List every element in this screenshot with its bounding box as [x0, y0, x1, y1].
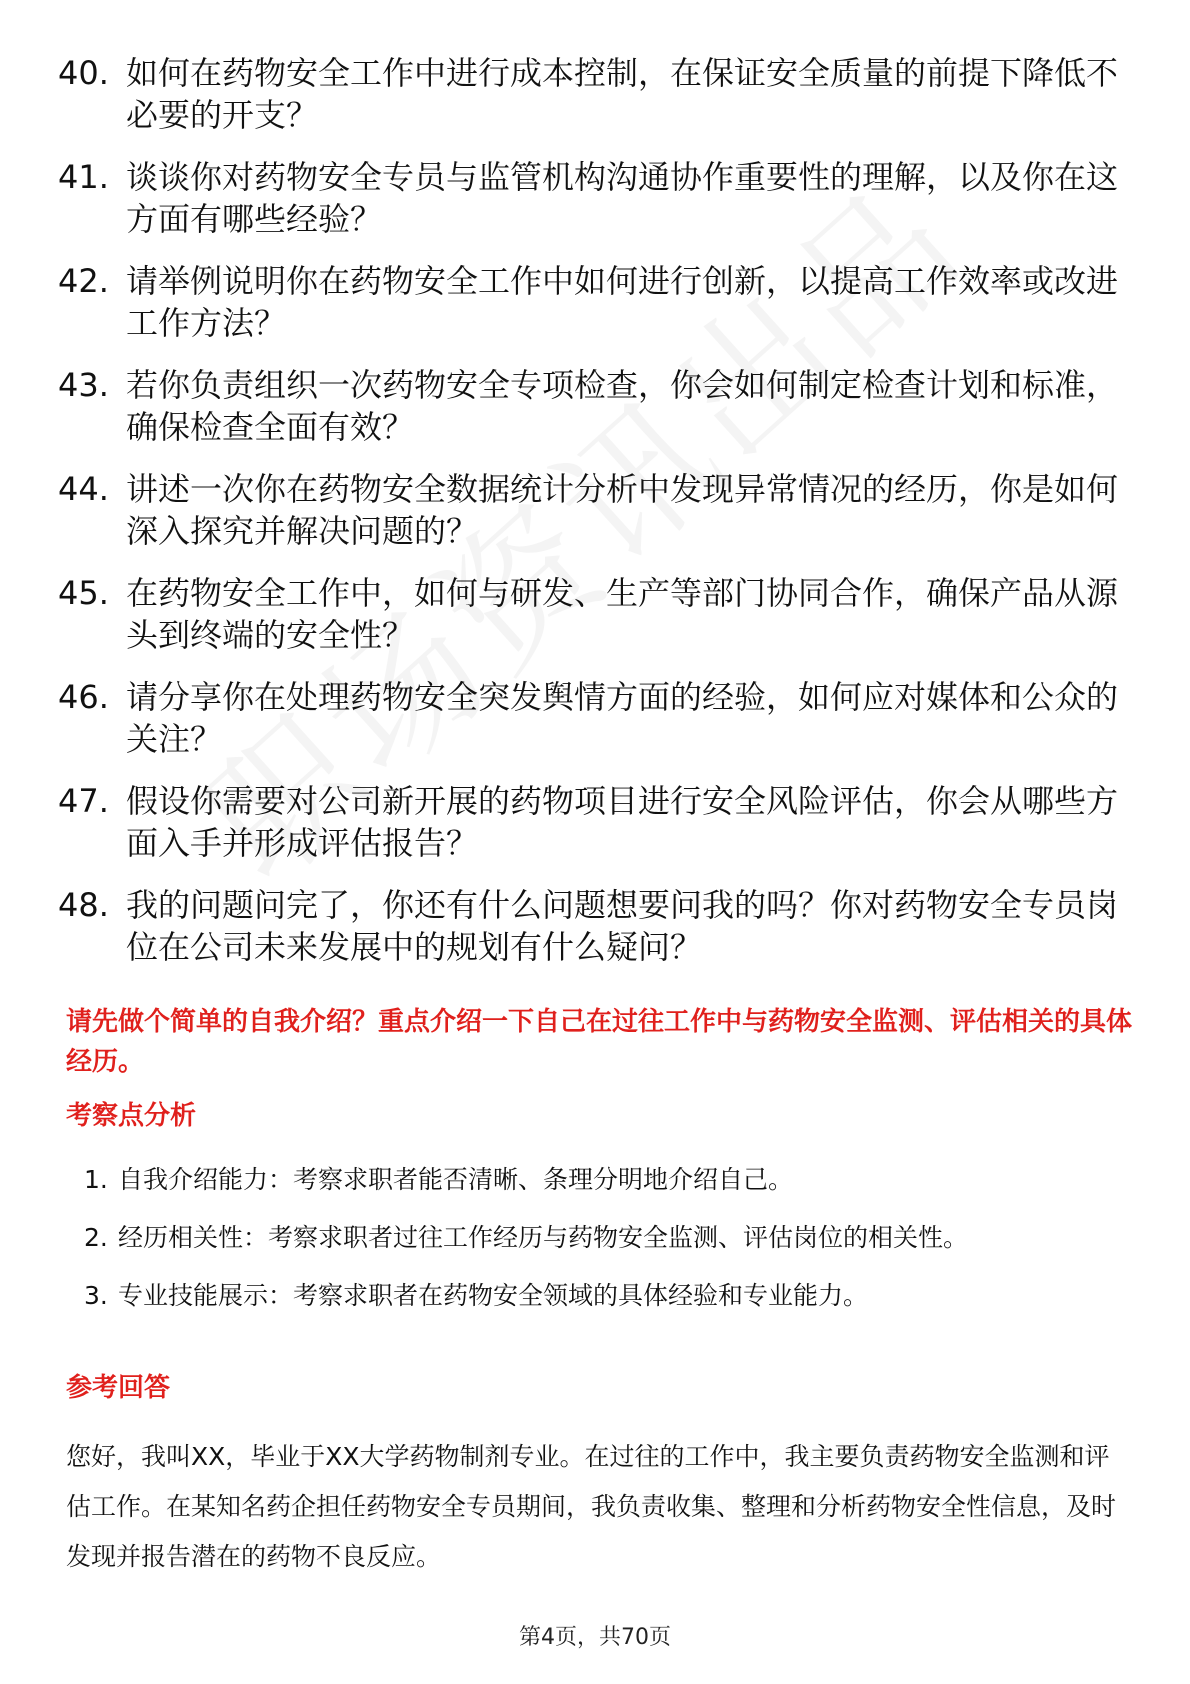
item-text: 假设你需要对公司新开展的药物项目进行安全风险评估，你会从哪些方面入手并形成评估报告？: [126, 782, 1119, 862]
item-number: 46.: [58, 678, 109, 716]
list-item: [58, 156, 1118, 240]
item-number: 48.: [58, 886, 109, 924]
item-text: 经历相关性：考察求职者过往工作经历与药物安全监测、评估岗位的相关性。: [118, 1223, 969, 1252]
question-list: [58, 52, 1118, 988]
answer-paragraph: 您好，我叫XX，毕业于XX大学药物制剂专业。在过往的工作中，我主要负责药物安全监测和评估工作。在某知名药企担任药物安全专员期间，我负责收集、整理和分析药物安全性信息，及时发现并报告潜在的药物不良反应。: [66, 1442, 1117, 1571]
item-text: 我的问题问完了，你还有什么问题想要问我的吗？你对药物安全专员岗位在公司未来发展中的规划有什么疑问？: [126, 886, 1119, 966]
item-number: 42.: [58, 262, 109, 300]
list-item: [58, 260, 1118, 344]
item-text: 谈谈你对药物安全专员与监管机构沟通协作重要性的理解，以及你在这方面有哪些经验？: [126, 158, 1119, 238]
item-number: 47.: [58, 782, 109, 820]
item-text: 专业技能展示：考察求职者在药物安全领域的具体经验和专业能力。: [118, 1281, 869, 1310]
list-item: [84, 1162, 1124, 1198]
item-number: 41.: [58, 158, 109, 196]
item-number: 1.: [84, 1165, 108, 1194]
list-item: [84, 1278, 1124, 1314]
list-item: [58, 780, 1118, 864]
item-text: 自我介绍能力：考察求职者能否清晰、条理分明地介绍自己。: [118, 1165, 794, 1194]
item-text: 若你负责组织一次药物安全专项检查，你会如何制定检查计划和标准，确保检查全面有效？: [126, 366, 1119, 446]
item-text: 请分享你在处理药物安全突发舆情方面的经验，如何应对媒体和公众的关注？: [126, 678, 1119, 758]
item-number: 40.: [58, 54, 109, 92]
item-text: 如何在药物安全工作中进行成本控制，在保证安全质量的前提下降低不必要的开支？: [126, 54, 1119, 134]
list-item: [58, 468, 1118, 552]
list-item: [58, 572, 1118, 656]
item-text: 在药物安全工作中，如何与研发、生产等部门协同合作，确保产品从源头到终端的安全性？: [126, 574, 1119, 654]
list-item: [58, 884, 1118, 968]
analysis-list: [84, 1162, 1124, 1336]
page-footer: 第4页，共70页: [519, 1625, 671, 1650]
item-number: 45.: [58, 574, 109, 612]
item-number: 43.: [58, 366, 109, 404]
highlight-question: 请先做个简单的自我介绍？重点介绍一下自己在过往工作中与药物安全监测、评估相关的具体经历。: [66, 1007, 1133, 1077]
list-item: [84, 1220, 1124, 1256]
answer-heading: 参考回答: [66, 1373, 171, 1403]
list-item: [58, 364, 1118, 448]
list-item: [58, 676, 1118, 760]
analysis-heading: 考察点分析: [66, 1101, 197, 1131]
item-text: 讲述一次你在药物安全数据统计分析中发现异常情况的经历，你是如何深入探究并解决问题的？: [126, 470, 1119, 550]
item-number: 2.: [84, 1223, 108, 1252]
item-text: 请举例说明你在药物安全工作中如何进行创新，以提高工作效率或改进工作方法？: [126, 262, 1119, 342]
item-number: 3.: [84, 1281, 108, 1310]
item-number: 44.: [58, 470, 109, 508]
list-item: [58, 52, 1118, 136]
